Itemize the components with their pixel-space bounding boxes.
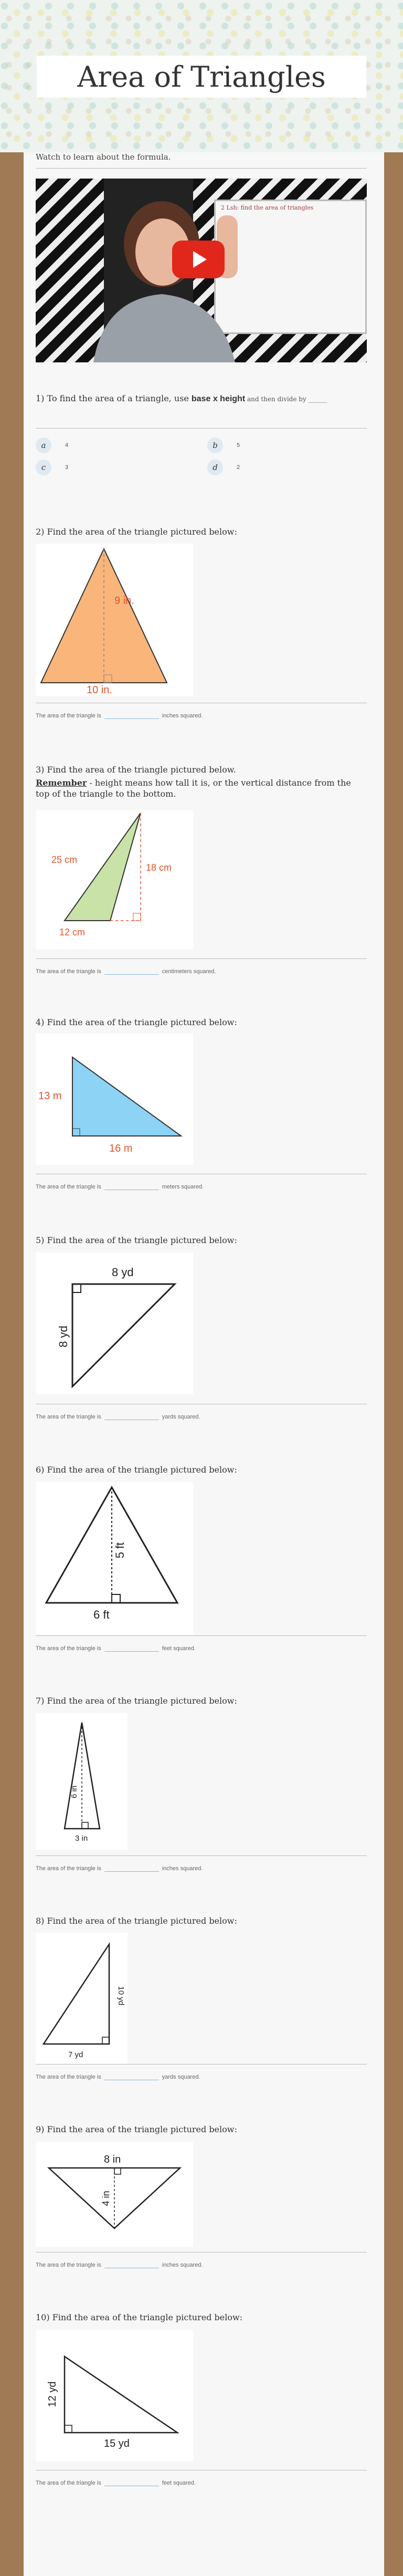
divider [36, 1635, 367, 1636]
q8-heading: 8) Find the area of the triangle pictured below: [36, 1916, 237, 1926]
play-button[interactable] [172, 241, 225, 278]
option-c[interactable] [36, 460, 68, 475]
q8-figure [36, 1933, 128, 2064]
q6-heading: 6) Find the area of the triangle pictured below: [36, 1465, 237, 1475]
q4-answer-input[interactable] [104, 1183, 159, 1190]
option-d[interactable] [207, 460, 240, 475]
option-value: 2 [237, 464, 240, 471]
presenter-image [83, 194, 256, 362]
divider [36, 958, 367, 959]
base-label: 7 yd [68, 2050, 83, 2059]
base-label: 8 in [104, 2154, 121, 2165]
q7-heading: 7) Find the area of the triangle pictured below: [36, 1696, 237, 1706]
q3-heading: 3) Find the area of the triangle pictured below. [36, 765, 236, 775]
q2-heading: 2) Find the area of the triangle pictured below: [36, 527, 237, 537]
base-label: 6 ft [93, 1608, 110, 1621]
option-letter: b [207, 437, 223, 453]
q9-heading: 9) Find the area of the triangle pictured below: [36, 2124, 237, 2134]
q4-heading: 4) Find the area of the triangle pictured below: [36, 1017, 237, 1027]
q10-answer: The area of the triangle is feet squared. [36, 2479, 196, 2486]
base-label: 8 yd [112, 1266, 134, 1279]
whiteboard-text: 2 Lsh: find the area of triangles [221, 204, 314, 211]
base-label: 16 m [109, 1143, 133, 1154]
q4-answer: The area of the triangle is meters squared. [36, 1183, 204, 1190]
base-label: 15 yd [104, 2438, 130, 2449]
divider [36, 168, 367, 169]
height-label: 4 in [101, 2191, 111, 2206]
q4-figure [36, 1034, 193, 1165]
option-a[interactable] [36, 437, 68, 453]
q5-answer: The area of the triangle is yards squared. [36, 1413, 200, 1420]
base-label: 10 in. [87, 684, 112, 696]
q10-heading: 10) Find the area of the triangle pictured below: [36, 2312, 243, 2322]
q8-answer: The area of the triangle is yards squared. [36, 2073, 200, 2080]
q7-answer: The area of the triangle is inches squared. [36, 1865, 203, 1872]
height-label: 9 in. [114, 595, 134, 607]
worksheet-card [24, 152, 384, 2576]
option-value: 5 [237, 442, 240, 449]
option-b[interactable] [207, 437, 240, 453]
height-label: 6 in [70, 1785, 79, 1799]
q2-answer: The area of the triangle is inches squared. [36, 712, 203, 719]
option-letter: d [207, 460, 223, 475]
q9-figure [36, 2142, 193, 2247]
q3-remember: Remember - height means how tall it is, or the vertical distance from the top of the triangle to the bottom. [36, 778, 351, 799]
q1-text: 1) To find the area of a triangle, use base x height and then divide by ______ [36, 393, 327, 403]
divider [36, 428, 367, 429]
intro-text: Watch to learn about the formula. [36, 152, 171, 162]
q10-figure [36, 2330, 193, 2462]
q9-answer: The area of the triangle is inches squared. [36, 2261, 203, 2268]
page-title: Area of Triangles [77, 60, 326, 93]
q6-answer-input[interactable] [104, 1645, 159, 1652]
q5-figure [36, 1253, 193, 1394]
q9-answer-input[interactable] [104, 2261, 159, 2268]
height-label: 12 yd [47, 2381, 58, 2407]
video-player[interactable] [36, 179, 367, 362]
option-value: 3 [65, 464, 69, 471]
q3-answer-input[interactable] [104, 968, 159, 975]
q2-answer-input[interactable] [104, 712, 159, 719]
q5-heading: 5) Find the area of the triangle pictured below: [36, 1235, 237, 1245]
option-letter: c [36, 460, 51, 475]
q7-answer-input[interactable] [104, 1865, 159, 1872]
q8-answer-input[interactable] [104, 2073, 159, 2080]
height-label: 8 yd [57, 1326, 70, 1348]
base-label: 12 cm [59, 927, 86, 937]
divider [36, 1855, 367, 1856]
height-label: 5 ft [113, 1542, 126, 1559]
side-label: 25 cm [51, 854, 78, 865]
q6-figure [36, 1482, 193, 1634]
q7-figure [36, 1713, 128, 1850]
base-label: 3 in [75, 1834, 88, 1843]
q2-figure [36, 544, 193, 696]
q3-figure [36, 810, 193, 950]
title-box [37, 56, 366, 98]
q5-answer-input[interactable] [104, 1413, 159, 1420]
option-letter: a [36, 437, 51, 453]
option-value: 4 [65, 442, 69, 449]
q6-answer: The area of the triangle is feet squared. [36, 1645, 196, 1652]
q3-answer: The area of the triangle is centimeters squared. [36, 968, 216, 975]
height-label: 13 m [38, 1090, 62, 1102]
height-label: 18 cm [146, 862, 172, 873]
q10-answer-input[interactable] [104, 2479, 159, 2486]
height-label: 10 yd [116, 1986, 125, 2006]
